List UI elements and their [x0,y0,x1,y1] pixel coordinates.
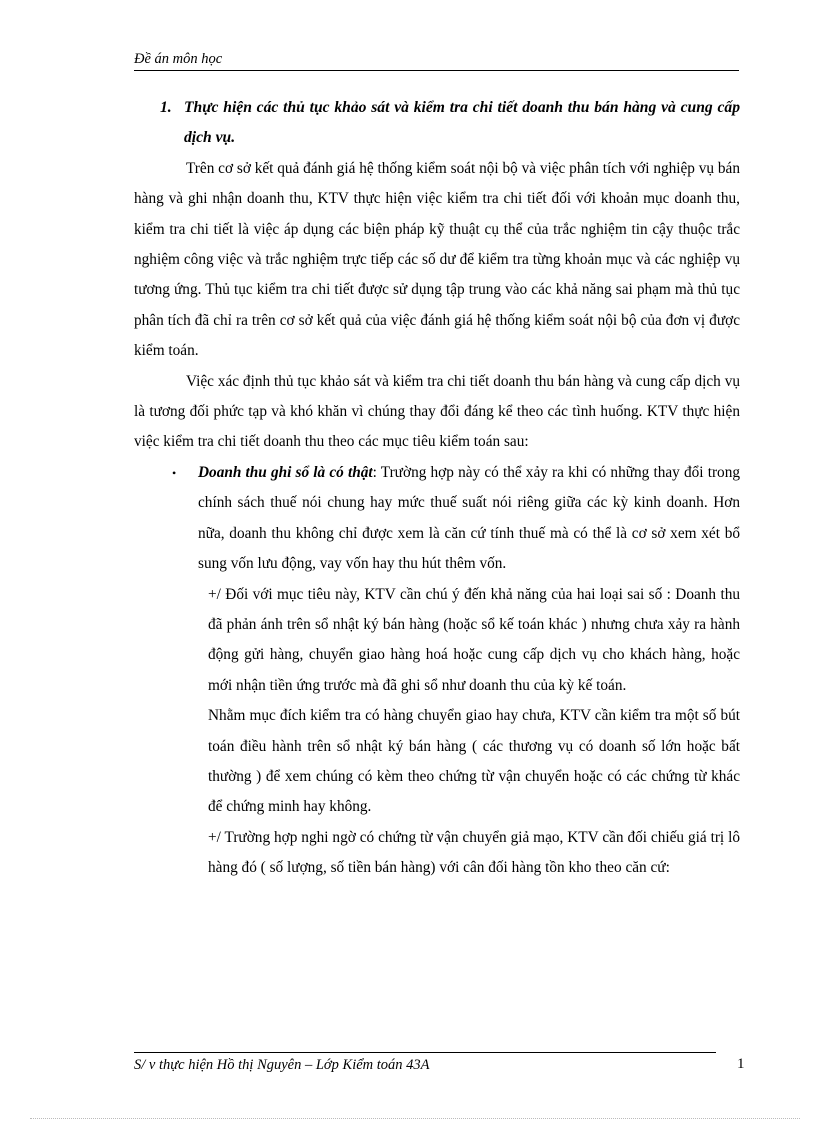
footer-divider [134,1052,716,1053]
sub-paragraph: Nhằm mục đích kiểm tra có hàng chuyển giao hay chưa, KTV cần kiểm tra một số bút toán điều hành trên sổ nhật ký bán hàng ( các thương vụ có doanh số lớn hoặc bất thường ) để xem chúng có kèm theo chứng từ vận chuyển hoặc có các chứng từ khác để chứng minh hay không. [208,707,740,816]
paragraph: Việc xác định thủ tục khảo sát và kiểm tra chi tiết doanh thu bán hàng và cung cấp dịch vụ là tương đối phức tạp và khó khăn vì chúng thay đổi đáng kể theo các tình huống. KTV thực hiện việc kiểm tra chi tiết doanh thu theo các mục tiêu kiểm toán sau: [134,372,740,451]
page-number: 1 [737,1056,745,1072]
bullet-icon: • [172,465,177,480]
footer-author: S/ v thực hiện Hồ thị Nguyên – Lớp Kiểm toán 43A [134,1057,430,1073]
section-heading-text: Thực hiện các thủ tục khảo sát và kiểm tra chi tiết doanh thu bán hàng và cung cấp dịch vụ. [184,99,740,147]
bullet-text: : Trường hợp này có thể xảy ra khi có những thay đổi trong chính sách thuế nói chung hay mức thuế suất nói riêng giữa các kỳ kinh doanh. Hơn nữa, doanh thu không chỉ được xem là căn cứ tính thuế mà có thể là cơ sở xem xét bổ sung vốn lưu động, vay vốn hay thu hút thêm vốn. [198,463,740,573]
page-header: Đề án môn học [134,50,739,71]
document-body [134,93,740,884]
paragraph: Trên cơ sở kết quả đánh giá hệ thống kiểm soát nội bộ và việc phân tích với nghiệp vụ bán hàng và ghi nhận doanh thu, KTV thực hiện việc kiểm tra chi tiết đối với khoản mục doanh thu, kiểm tra chi tiết là việc áp dụng các biện pháp kỹ thuật cụ thể của trắc nghiệm tin cậy thuộc trắc nghiệm công việc và trắc nghiệm trực tiếp các số dư để kiểm tra từng khoản mục và các nghiệp vụ tương ứng. Thủ tục kiểm tra chi tiết được sử dụng tập trung vào các khả năng sai phạm mà thủ tục phân tích đã chỉ ra trên cơ sở kết quả của việc đánh giá hệ thống kiểm soát nội bộ của đơn vị được kiểm toán. [134,159,740,360]
bullet-content [198,458,740,580]
section-heading [134,93,740,154]
sub-paragraph: +/ Đối với mục tiêu này, KTV cần chú ý đến khả năng của hai loại sai số : Doanh thu đã phản ánh trên sổ nhật ký bán hàng (hoặc sổ kế toán khác ) nhưng chưa xảy ra hành động gửi hàng, chuyển giao hàng hoá hoặc cung cấp dịch vụ cho khách hàng, hoặc mới nhận tiền ứng trước mà đã ghi sổ như doanh thu của kỳ kế toán. [208,585,740,694]
section-number: 1. [160,99,172,116]
bullet-title: Doanh thu ghi sổ là có thật [198,463,373,481]
sub-paragraph: +/ Trường hợp nghi ngờ có chứng từ vận chuyển giả mạo, KTV cần đối chiếu giá trị lô hàng đó ( số lượng, số tiền bán hàng) với cân đối hàng tồn kho theo căn cứ: [208,828,740,877]
page-edge-divider [30,1118,800,1119]
bullet-item [172,458,740,580]
